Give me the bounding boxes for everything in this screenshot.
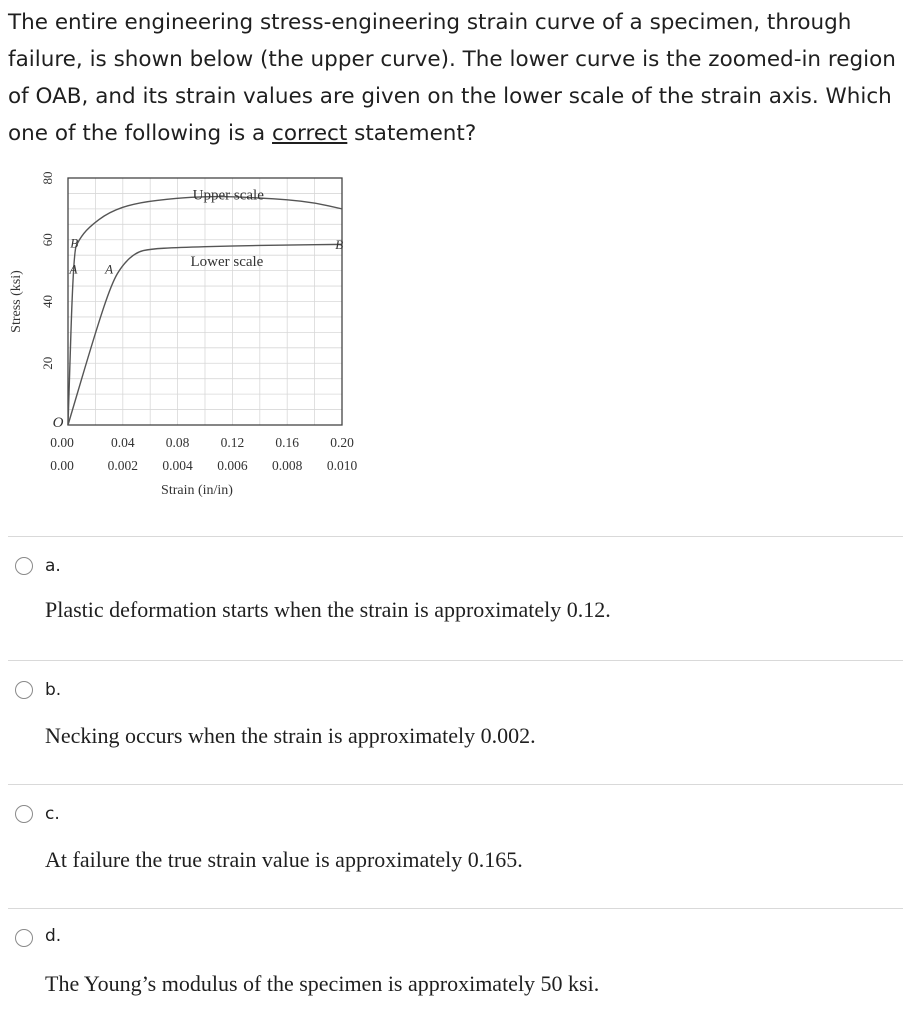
- point-label-a: A: [105, 261, 114, 277]
- option-c-radio[interactable]: [15, 805, 33, 823]
- point-label-b: B: [70, 235, 79, 251]
- option-d-text: The Young’s modulus of the specimen is approximately 50 ksi.: [45, 971, 600, 996]
- option-c[interactable]: [8, 784, 903, 909]
- x-tick-label-upper: 0.08: [165, 435, 190, 450]
- x-tick-label-upper: 0.00: [50, 435, 74, 450]
- stress-strain-chart: [0, 160, 400, 510]
- y-tick-label: 20: [40, 356, 55, 370]
- option-d-radio[interactable]: [15, 929, 33, 947]
- option-a[interactable]: [8, 536, 903, 661]
- upper-scale-label: Upper scale: [192, 187, 264, 204]
- x-tick-label-lower: 0.002: [107, 458, 138, 473]
- x-tick-label-lower: 0.006: [217, 458, 248, 473]
- y-tick-label: 80: [40, 171, 55, 185]
- y-axis-label: Stress (ksi): [9, 270, 24, 333]
- y-tick-label: O: [52, 415, 64, 431]
- x-tick-label-upper: 0.04: [110, 435, 135, 450]
- x-tick-label-lower: 0.004: [162, 458, 193, 473]
- option-a-radio[interactable]: [15, 557, 33, 575]
- lower-scale-label: Lower scale: [190, 253, 264, 270]
- option-b-letter: b.: [45, 680, 62, 700]
- option-c-letter: c.: [45, 804, 60, 824]
- x-tick-label-lower: 0.00: [50, 458, 74, 473]
- question-text-before: The entire engineering stress-engineering strain curve of a specimen, through failure, is shown below (the upper curve). The lower curve is the zoomed-in region of OAB, and its strain values are given on the lower scale of the strain axis. Which one of the following is a: [8, 10, 896, 146]
- point-label-b: B: [335, 237, 344, 253]
- y-tick-label: 60: [40, 233, 55, 247]
- option-d-letter: d.: [45, 926, 62, 946]
- x-axis-label: Strain (in/in): [161, 483, 233, 498]
- option-b-radio[interactable]: [15, 681, 33, 699]
- x-tick-label-lower: 0.008: [272, 458, 303, 473]
- y-tick-label: 40: [40, 295, 55, 308]
- question-text: [8, 4, 908, 152]
- option-c-text: At failure the true strain value is approximately 0.165.: [45, 847, 523, 872]
- option-b[interactable]: [8, 660, 903, 785]
- x-tick-label-upper: 0.20: [330, 435, 354, 450]
- x-tick-label-upper: 0.12: [220, 435, 245, 450]
- question-underlined-word: correct: [272, 121, 348, 146]
- stress-strain-figure: [0, 160, 400, 510]
- option-b-text: Necking occurs when the strain is approximately 0.002.: [45, 723, 536, 748]
- option-a-letter: a.: [45, 556, 61, 576]
- x-tick-label-upper: 0.16: [275, 435, 300, 450]
- x-tick-label-lower: 0.010: [326, 458, 358, 473]
- option-a-text: Plastic deformation starts when the strain is approximately 0.12.: [45, 597, 611, 622]
- point-label-a: A: [69, 261, 78, 277]
- option-d[interactable]: [8, 908, 903, 1023]
- question-text-after: statement?: [347, 121, 477, 146]
